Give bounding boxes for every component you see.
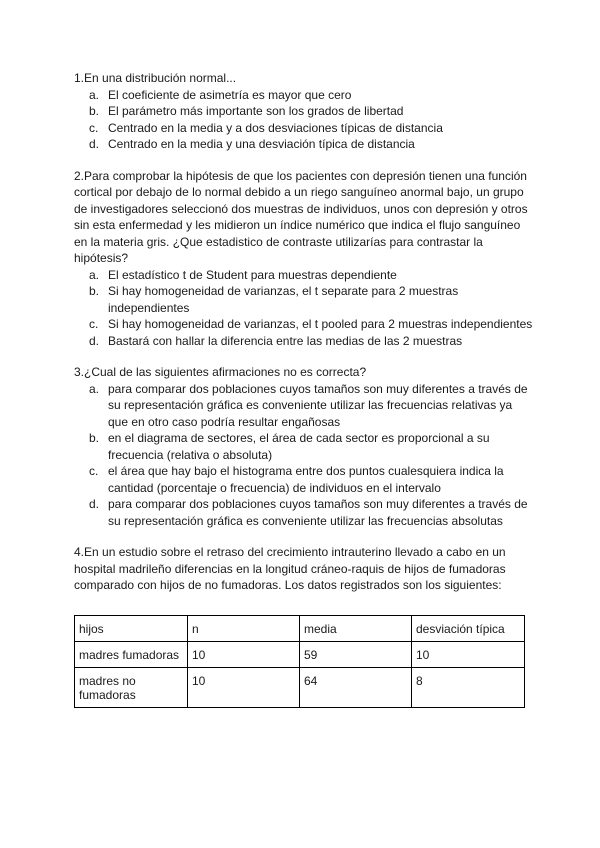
table-cell: 8 <box>412 667 525 707</box>
table-header-cell: media <box>300 615 412 641</box>
option-text: Si hay homogeneidad de varianzas, el t pooled para 2 muestras independientes <box>108 317 533 331</box>
table-cell: 59 <box>300 641 412 667</box>
option-letter: a. <box>89 381 100 396</box>
question-4 <box>74 544 534 708</box>
option-text: para comparar dos poblaciones cuyos tamaños son muy diferentes a través de su representación gráfica es conveniente utilizar las frecuencias absolutas <box>108 497 528 528</box>
option-item <box>74 463 534 496</box>
option-text: Bastará con hallar la diferencia entre las medias de las 2 muestras <box>108 333 463 348</box>
option-list <box>74 267 534 350</box>
option-item <box>74 103 534 120</box>
option-item <box>74 316 534 333</box>
table-cell: 64 <box>300 667 412 707</box>
option-list <box>74 87 534 153</box>
option-text: Centrado en la media y una desviación típica de distancia <box>108 137 415 151</box>
table-cell: madres no fumadoras <box>75 667 188 707</box>
option-item <box>74 136 534 153</box>
question-2 <box>74 168 534 350</box>
option-letter: a. <box>89 87 100 102</box>
option-list <box>74 381 534 530</box>
option-letter: b. <box>89 431 100 445</box>
option-letter: b. <box>89 284 100 298</box>
table-row <box>75 641 525 667</box>
option-letter: d. <box>89 497 100 511</box>
question-1 <box>74 70 534 153</box>
table-cell: madres fumadoras <box>75 641 188 667</box>
option-item <box>74 333 534 350</box>
option-item <box>74 381 534 431</box>
table-cell: 10 <box>188 667 300 707</box>
table-header-cell: hijos <box>75 615 188 641</box>
option-letter: c. <box>89 120 99 135</box>
question-text: 3.¿Cual de las siguientes afirmaciones no es correcta? <box>74 365 367 379</box>
table-header-row <box>75 615 525 641</box>
option-letter: c. <box>89 464 99 478</box>
table-cell: 10 <box>188 641 300 667</box>
option-text: el área que hay bajo el histograma entre dos puntos cualesquiera indica la cantidad (porcentaje o frecuencia) de individuos en el intervalo <box>108 464 504 495</box>
question-3 <box>74 364 534 529</box>
table-row <box>75 667 525 707</box>
option-letter: d. <box>89 333 100 348</box>
question-text: 2.Para comprobar la hipótesis de que los pacientes con depresión tienen una función cortical por debajo de lo normal debido a un riego sanguíneo anormal bajo, un grupo de investigadores seleccionó dos muestras de individuos, unos con depresión y otros sin esta enfermedad y les midieron un índice numérico que indica el flujo sanguíneo en la materia gris. ¿Que estadistico de contraste utilizarías para contrastar la hipótesis? <box>74 168 528 265</box>
question-text: 4.En un estudio sobre el retraso del crecimiento intrauterino llevado a cabo en un hospital madrileño diferencias en la longitud cráneo-raquis de hijos de fumadoras comparado con hijos de no fumadoras. Los datos registrados son los siguientes: <box>74 545 506 592</box>
option-item <box>74 430 534 463</box>
option-text: en el diagrama de sectores, el área de cada sector es proporcional a su frecuencia (relativa o absoluta) <box>108 431 490 462</box>
question-text: 1.En una distribución normal... <box>74 71 237 85</box>
table-header-cell: n <box>188 615 300 641</box>
option-letter: d. <box>89 137 100 151</box>
option-letter: c. <box>89 317 99 331</box>
option-text: El parámetro más importante son los grados de libertad <box>108 104 404 118</box>
option-text: Centrado en la media y a dos desviaciones típicas de distancia <box>108 120 443 135</box>
document-page <box>74 70 534 723</box>
option-item <box>74 87 534 104</box>
option-item <box>74 120 534 137</box>
option-text: Si hay homogeneidad de varianzas, el t separate para 2 muestras independientes <box>108 284 459 315</box>
option-item <box>74 496 534 529</box>
option-text: El estadístico t de Student para muestras dependiente <box>108 267 397 282</box>
option-letter: b. <box>89 104 100 118</box>
option-item <box>74 283 534 316</box>
option-text: para comparar dos poblaciones cuyos tamaños son muy diferentes a través de su representación gráfica es conveniente utilizar las frecuencias relativas ya que en otro caso podría resultar engañosas <box>108 381 528 429</box>
table-header-cell: desviación típica <box>412 615 525 641</box>
data-table <box>74 615 525 708</box>
option-item <box>74 267 534 284</box>
table-cell: 10 <box>412 641 525 667</box>
option-text: El coeficiente de asimetría es mayor que cero <box>108 87 352 102</box>
option-letter: a. <box>89 267 100 282</box>
